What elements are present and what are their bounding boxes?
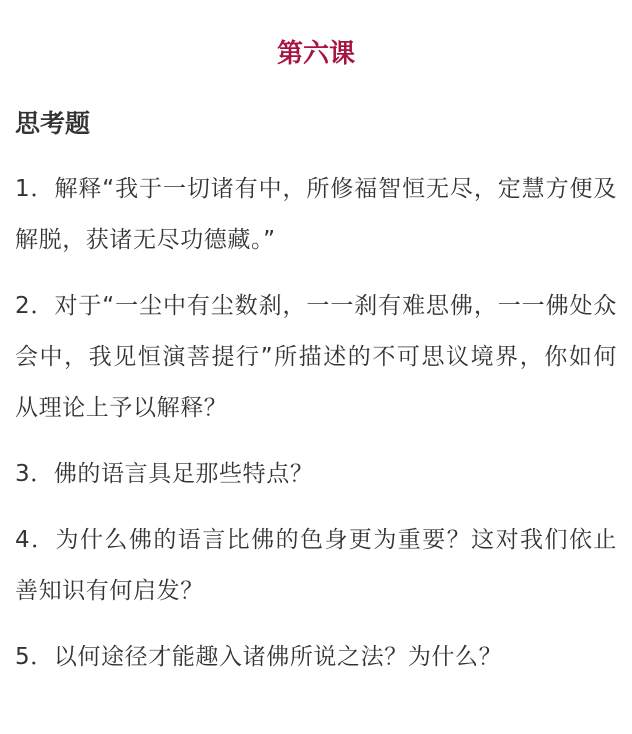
question-item: 4．为什么佛的语言比佛的色身更为重要？这对我们依止善知识有何启发？ — [15, 527, 617, 604]
lesson-title: 第六课 — [276, 39, 355, 69]
section-heading: 思考题 — [15, 109, 91, 138]
question-item: 1．解释“我于一切诸有中，所修福智恒无尽，定慧方便及解脱，获诸无尽功德藏。” — [15, 176, 617, 253]
question-item: 2．对于“一尘中有尘数刹，一一刹有难思佛，一一佛处众会中，我见恒演菩提行”所描述的不可思议境界，你如何从理论上予以解释？ — [15, 293, 617, 421]
question-item: 3．佛的语言具足那些特点？ — [15, 461, 314, 487]
question-item: 5．以何途径才能趣入诸佛所说之法？为什么？ — [15, 644, 503, 670]
